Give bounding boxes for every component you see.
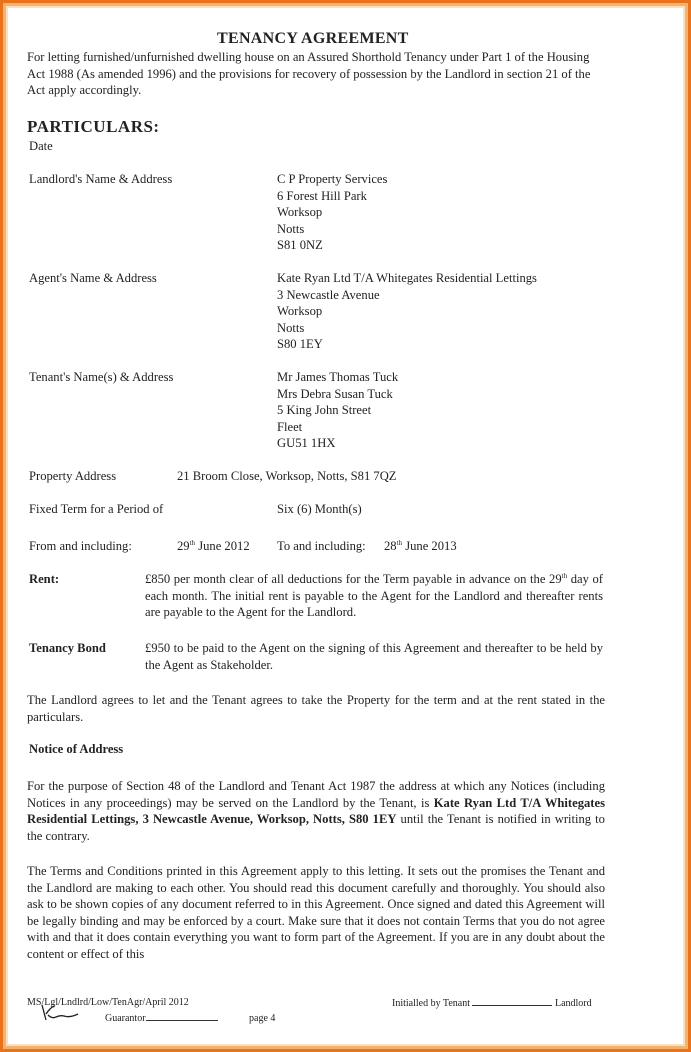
intro-paragraph: For letting furnished/unfurnished dwelling house on an Assured Shorthold Tenancy under Part 1 of the Housing Act 1988 (As amended 1996) and the provisions for recovery of possession by the Landlord in section 21 of the Act apply accordingly. — [27, 50, 591, 97]
particulars-heading: PARTICULARS: — [27, 117, 160, 136]
notice-heading: Notice of Address — [29, 742, 124, 756]
agent-line: Kate Ryan Ltd T/A Whitegates Residential Lettings — [277, 271, 537, 285]
notice-paragraph: For the purpose of Section 48 of the Landlord and Tenant Act 1987 the address at which any Notices (including Notices in any proceedings) may be served on the Landlord by the Tenant, is Kate Ryan Ltd T/A Whitegates Residential Lettings, 3 Newcastle Avenue, Worksop, Notts, S80 1EY until the Tenant is notified in writing to the contrary. — [27, 779, 605, 843]
rent-text: £850 per month clear of all deductions for the Term payable in advance on the 29th day of each month. The initial rent is payable to the Agent for the Landlord and thereafter rents are payable to the Agent for the Landlord. — [145, 571, 603, 619]
footer-initials: Initialled by Tenant Landlord — [392, 998, 592, 1009]
landlord-line: Worksop — [277, 205, 323, 219]
tenant-address — [277, 369, 398, 452]
term-label: Fixed Term for a Period of — [29, 502, 164, 516]
tenant-line: Mrs Debra Susan Tuck — [277, 386, 393, 401]
agent-line: S80 1EY — [277, 337, 323, 351]
tenant-line: Fleet — [277, 419, 303, 434]
date-label: Date — [29, 139, 53, 153]
tenant-initial-line — [472, 1005, 552, 1006]
guarantor-signature-line — [146, 1020, 218, 1021]
tenant-line: 5 King John Street — [277, 403, 372, 417]
tenant-line: GU51 1HX — [277, 436, 336, 450]
landlord-line: Notts — [277, 221, 305, 236]
agent-label: Agent's Name & Address — [29, 271, 157, 285]
footer-reference: MS/Lgl/Lndlrd/Low/TenAgr/April 2012 — [27, 997, 189, 1008]
property-label: Property Address — [29, 469, 117, 483]
document-page — [27, 25, 605, 1035]
term-value: Six (6) Month(s) — [277, 502, 362, 516]
bond-text: £950 to be paid to the Agent on the signing of this Agreement and thereafter to be held by the Agent as Stakeholder. — [145, 641, 603, 672]
agent-address — [277, 270, 537, 353]
bond-label: Tenancy Bond — [29, 641, 106, 655]
terms-paragraph: The Terms and Conditions printed in this Agreement apply to this letting. It sets out the promises the Tenant and the Landlord are making to each other. You should read this document carefully and thoroughly. You should also ask to be shown copies of any document referred to in this Agreement. Once signed and dated this Agreement will be legally binding and may be enforced by a court. Make sure that it does not contain Terms that you do not agree with and that it does contain everything you want to form part of the Agreement. If you are in any doubt about the content or effect of this — [27, 864, 605, 961]
rent-label: Rent: — [29, 572, 60, 586]
agent-line: 3 Newcastle Avenue — [277, 287, 380, 302]
from-date: 29th June 2012 — [177, 538, 250, 553]
landlord-label: Landlord's Name & Address — [29, 172, 173, 186]
to-date: 28th June 2013 — [384, 538, 457, 553]
tenant-line: Mr James Thomas Tuck — [277, 370, 399, 384]
from-label: From and including: — [29, 539, 132, 553]
to-label: To and including: — [277, 539, 366, 553]
agreement-paragraph: The Landlord agrees to let and the Tenant agrees to take the Property for the term and at the rent stated in the particulars. — [27, 693, 605, 724]
document-title: TENANCY AGREEMENT — [217, 30, 409, 47]
tenant-label: Tenant's Name(s) & Address — [29, 370, 174, 384]
agent-line: Notts — [277, 320, 305, 335]
property-address: 21 Broom Close, Worksop, Notts, S81 7QZ — [177, 469, 397, 483]
landlord-address — [277, 171, 387, 254]
page-number: page 4 — [249, 1013, 276, 1024]
agent-line: Worksop — [277, 304, 323, 318]
landlord-line: C P Property Services — [277, 172, 388, 186]
handwritten-initials — [40, 1002, 82, 1024]
landlord-line: S81 0NZ — [277, 238, 323, 252]
footer-guarantor: Guarantor — [105, 1011, 218, 1028]
landlord-line: 6 Forest Hill Park — [277, 188, 367, 203]
